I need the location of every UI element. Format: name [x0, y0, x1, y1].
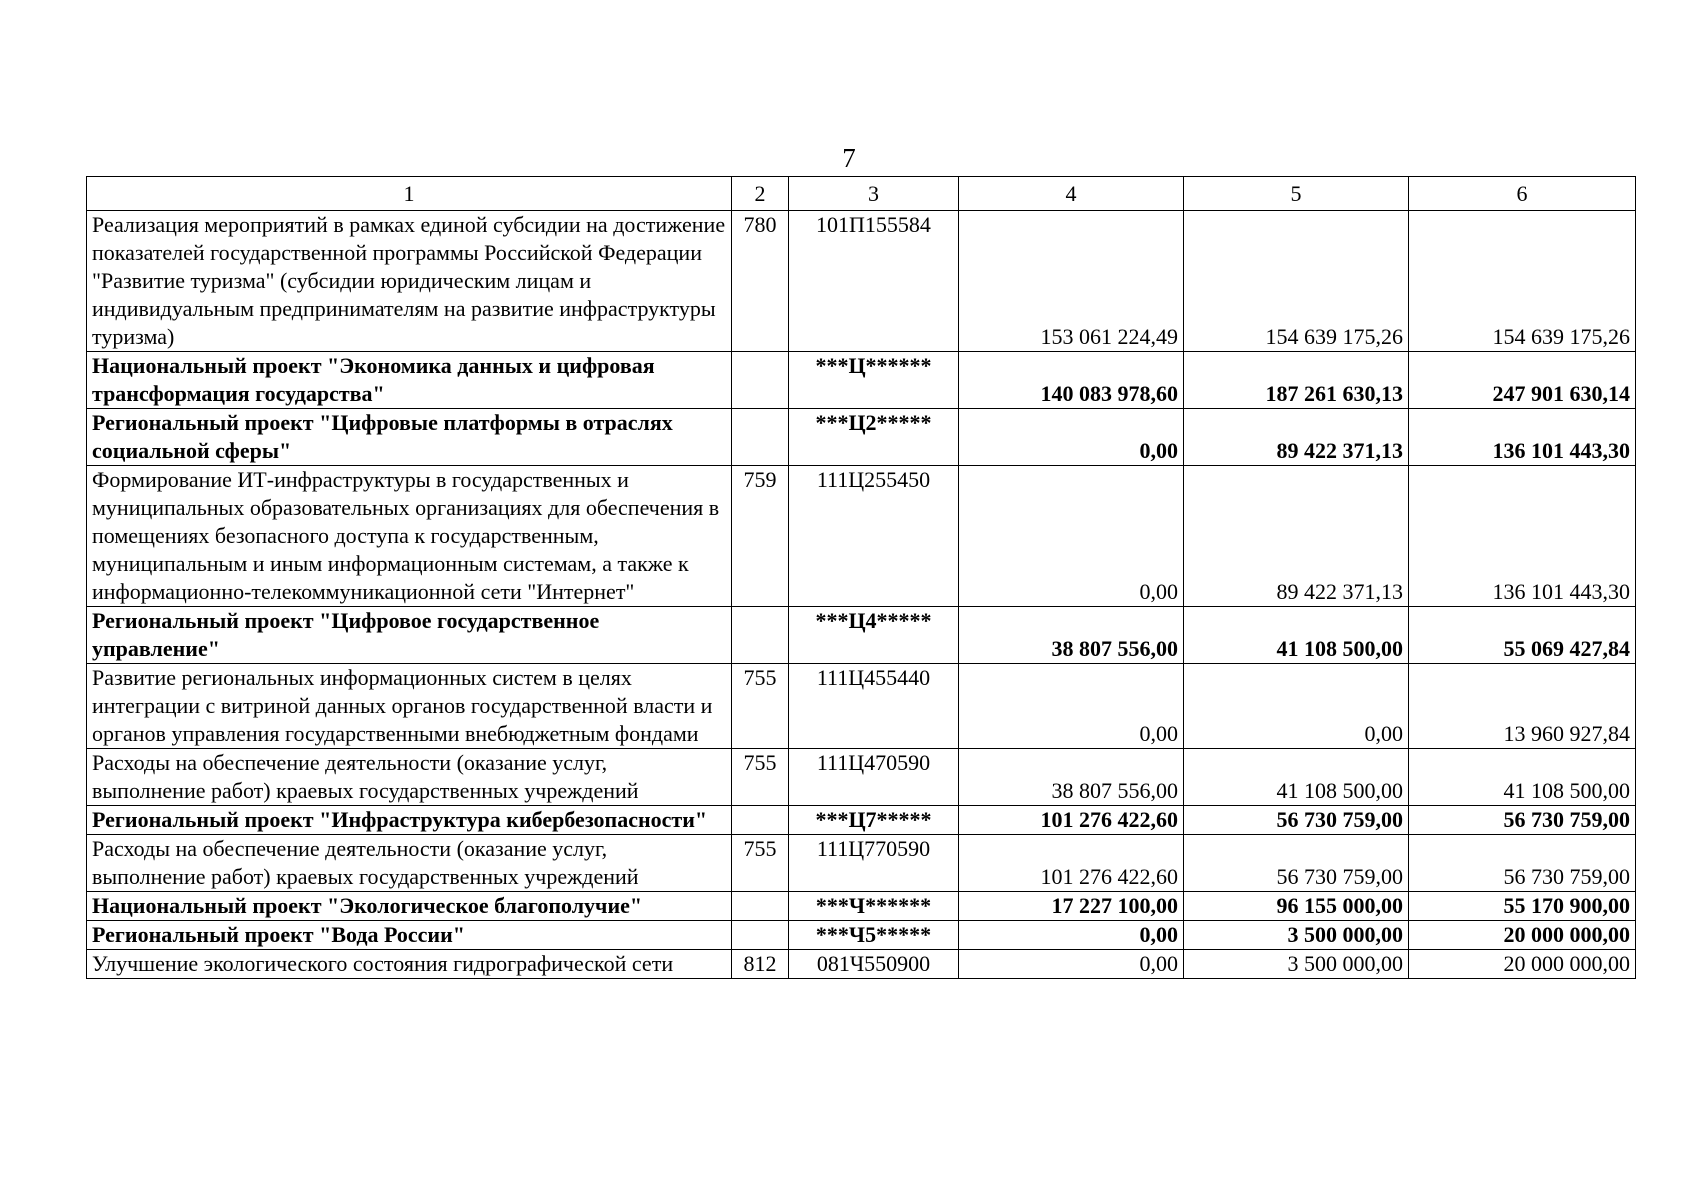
column-header: 2 [732, 177, 789, 211]
amount-col4-cell: 0,00 [959, 950, 1184, 979]
target-article-cell: 111Ц470590 [789, 749, 959, 806]
amount-col5-cell: 154 639 175,26 [1184, 211, 1409, 352]
item-name-cell: Расходы на обеспечение деятельности (оказание услуг, выполнение работ) краевых государственных учреждений [87, 749, 732, 806]
amount-col4-cell: 101 276 422,60 [959, 806, 1184, 835]
target-article-cell: 111Ц255450 [789, 466, 959, 607]
column-header: 3 [789, 177, 959, 211]
amount-col6-cell: 247 901 630,14 [1409, 352, 1636, 409]
table-row [87, 749, 1636, 806]
table-row [87, 892, 1636, 921]
item-name-cell: Расходы на обеспечение деятельности (оказание услуг, выполнение работ) краевых государственных учреждений [87, 835, 732, 892]
target-article-cell: ***Ц2***** [789, 409, 959, 466]
amount-col5-cell: 89 422 371,13 [1184, 466, 1409, 607]
amount-col6-cell: 154 639 175,26 [1409, 211, 1636, 352]
amount-col5-cell: 41 108 500,00 [1184, 749, 1409, 806]
amount-col6-cell: 13 960 927,84 [1409, 664, 1636, 749]
table-header-row [87, 177, 1636, 211]
item-name-cell: Улучшение экологического состояния гидрографической сети [87, 950, 732, 979]
amount-col5-cell: 3 500 000,00 [1184, 921, 1409, 950]
table-row [87, 211, 1636, 352]
item-name-cell: Формирование ИТ-инфраструктуры в государственных и муниципальных образовательных организациях для обеспечения в помещениях безопасного доступа к государственным, муниципальным и иным информационным системам, а также к информационно-телекоммуникационной сети "Интернет" [87, 466, 732, 607]
page-number: 7 [842, 143, 856, 173]
target-article-cell: 101П155584 [789, 211, 959, 352]
table-row [87, 806, 1636, 835]
table-row [87, 409, 1636, 466]
department-code-cell: 755 [732, 749, 789, 806]
item-name-cell: Национальный проект "Экологическое благополучие" [87, 892, 732, 921]
target-article-cell: ***Ц7***** [789, 806, 959, 835]
table-row [87, 466, 1636, 607]
amount-col4-cell: 153 061 224,49 [959, 211, 1184, 352]
item-name-cell: Региональный проект "Вода России" [87, 921, 732, 950]
amount-col5-cell: 187 261 630,13 [1184, 352, 1409, 409]
amount-col4-cell: 38 807 556,00 [959, 607, 1184, 664]
item-name-cell: Развитие региональных информационных систем в целях интеграции с витриной данных органов государственной власти и органов управления государственными внебюджетным фондами [87, 664, 732, 749]
amount-col4-cell: 0,00 [959, 409, 1184, 466]
amount-col4-cell: 38 807 556,00 [959, 749, 1184, 806]
target-article-cell: 111Ц455440 [789, 664, 959, 749]
department-code-cell [732, 409, 789, 466]
item-name-cell: Региональный проект "Цифровое государственное управление" [87, 607, 732, 664]
amount-col6-cell: 56 730 759,00 [1409, 806, 1636, 835]
department-code-cell [732, 607, 789, 664]
amount-col6-cell: 55 170 900,00 [1409, 892, 1636, 921]
amount-col5-cell: 56 730 759,00 [1184, 806, 1409, 835]
amount-col6-cell: 136 101 443,30 [1409, 466, 1636, 607]
amount-col5-cell: 41 108 500,00 [1184, 607, 1409, 664]
target-article-cell: ***Ч5***** [789, 921, 959, 950]
department-code-cell [732, 806, 789, 835]
target-article-cell: ***Ц4***** [789, 607, 959, 664]
target-article-cell: 111Ц770590 [789, 835, 959, 892]
amount-col6-cell: 136 101 443,30 [1409, 409, 1636, 466]
table-row [87, 607, 1636, 664]
amount-col5-cell: 3 500 000,00 [1184, 950, 1409, 979]
amount-col4-cell: 0,00 [959, 664, 1184, 749]
department-code-cell: 759 [732, 466, 789, 607]
amount-col4-cell: 0,00 [959, 921, 1184, 950]
amount-col6-cell: 20 000 000,00 [1409, 950, 1636, 979]
table-row [87, 950, 1636, 979]
column-header: 1 [87, 177, 732, 211]
department-code-cell [732, 921, 789, 950]
target-article-cell: 081Ч550900 [789, 950, 959, 979]
target-article-cell: ***Ч****** [789, 892, 959, 921]
department-code-cell [732, 352, 789, 409]
department-code-cell: 755 [732, 664, 789, 749]
item-name-cell: Региональный проект "Цифровые платформы в отраслях социальной сферы" [87, 409, 732, 466]
amount-col5-cell: 96 155 000,00 [1184, 892, 1409, 921]
table-row [87, 921, 1636, 950]
department-code-cell: 755 [732, 835, 789, 892]
amount-col4-cell: 0,00 [959, 466, 1184, 607]
item-name-cell: Национальный проект "Экономика данных и цифровая трансформация государства" [87, 352, 732, 409]
amount-col5-cell: 56 730 759,00 [1184, 835, 1409, 892]
amount-col4-cell: 17 227 100,00 [959, 892, 1184, 921]
amount-col4-cell: 140 083 978,60 [959, 352, 1184, 409]
item-name-cell: Реализация мероприятий в рамках единой субсидии на достижение показателей государственной программы Российской Федерации "Развитие туризма" (субсидии юридическим лицам и индивидуальным предпринимателям на развитие инфраструктуры туризма) [87, 211, 732, 352]
department-code-cell: 780 [732, 211, 789, 352]
column-header: 4 [959, 177, 1184, 211]
amount-col6-cell: 55 069 427,84 [1409, 607, 1636, 664]
column-header: 5 [1184, 177, 1409, 211]
table-row [87, 664, 1636, 749]
column-header: 6 [1409, 177, 1636, 211]
table-row [87, 835, 1636, 892]
target-article-cell: ***Ц****** [789, 352, 959, 409]
budget-table [86, 176, 1636, 979]
amount-col6-cell: 41 108 500,00 [1409, 749, 1636, 806]
item-name-cell: Региональный проект "Инфраструктура кибербезопасности" [87, 806, 732, 835]
department-code-cell: 812 [732, 950, 789, 979]
table-row [87, 352, 1636, 409]
amount-col6-cell: 20 000 000,00 [1409, 921, 1636, 950]
department-code-cell [732, 892, 789, 921]
amount-col5-cell: 89 422 371,13 [1184, 409, 1409, 466]
amount-col5-cell: 0,00 [1184, 664, 1409, 749]
amount-col4-cell: 101 276 422,60 [959, 835, 1184, 892]
amount-col6-cell: 56 730 759,00 [1409, 835, 1636, 892]
